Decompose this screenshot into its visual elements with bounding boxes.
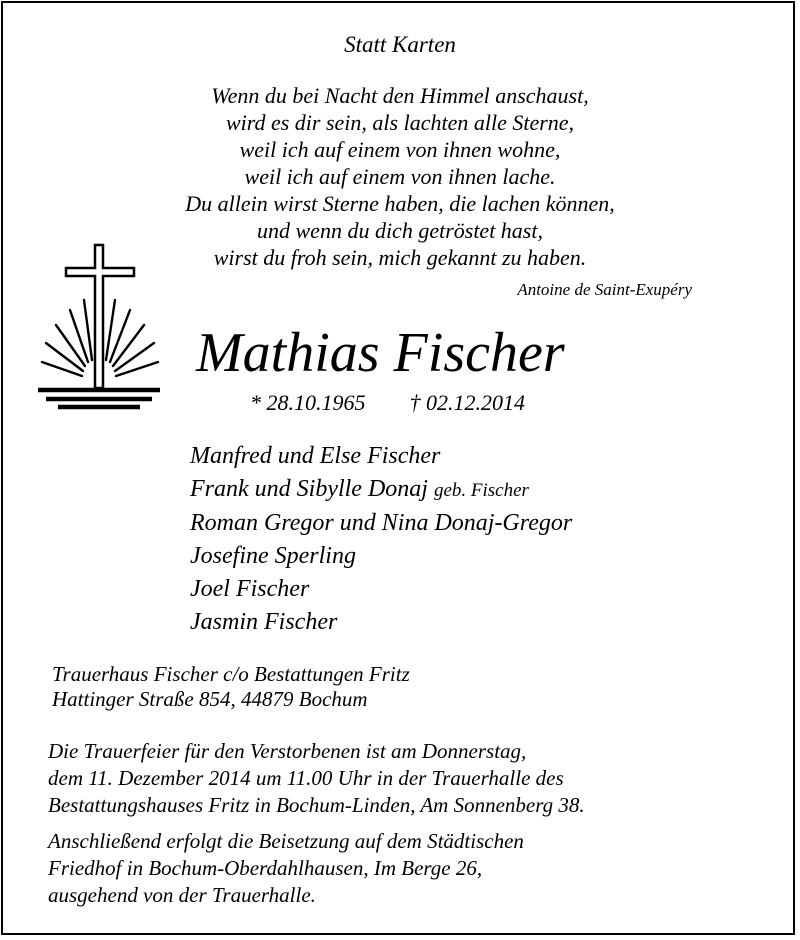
heading: Statt Karten (344, 32, 456, 57)
burial-line: Anschließend erfolgt die Beisetzung auf dem Städtischen (48, 829, 524, 853)
burial-line: ausgehend von der Trauerhalle. (48, 883, 316, 907)
birth-date: * 28.10.1965 (250, 390, 366, 415)
family-member: Joel Fischer (190, 576, 310, 602)
deceased-name: Mathias Fischer (196, 322, 565, 384)
poem-line: Wenn du bei Nacht den Himmel anschaust, (211, 83, 589, 108)
family-member (190, 473, 572, 507)
poem-author: Antoine de Saint-Exupéry (517, 280, 692, 299)
family-member: Jasmin Fischer (190, 609, 338, 635)
death-date: † 02.12.2014 (409, 390, 525, 415)
family-member: Manfred und Else Fischer (190, 443, 441, 469)
family-member: Josefine Sperling (190, 543, 356, 569)
address-line: Trauerhaus Fischer c/o Bestattungen Fritz (52, 662, 410, 686)
ceremony-info (48, 738, 585, 819)
life-dates (250, 390, 525, 416)
poem-line: wirst du froh sein, mich gekannt zu haben. (213, 245, 587, 270)
family-member-name: Frank und Sibylle Donaj (190, 476, 428, 502)
maiden-name-note: geb. Fischer (433, 480, 529, 501)
poem-line: wird es dir sein, als lachten alle Sterne, (225, 110, 575, 135)
burial-info (48, 828, 524, 909)
poem-line: weil ich auf einem von ihnen wohne, (239, 137, 561, 162)
address-line: Hattinger Straße 854, 44879 Bochum (52, 687, 368, 711)
ceremony-line: dem 11. Dezember 2014 um 11.00 Uhr in der Trauerhalle des (48, 766, 564, 790)
ceremony-line: Die Trauerfeier für den Verstorbenen ist am Donnerstag, (48, 739, 527, 763)
poem-line: weil ich auf einem von ihnen lache. (244, 164, 556, 189)
family-list (190, 440, 572, 639)
ceremony-line: Bestattungshauses Fritz in Bochum-Linden, Am Sonnenberg 38. (48, 793, 585, 817)
poem-line: und wenn du dich getröstet hast, (257, 218, 543, 243)
burial-line: Friedhof in Bochum-Oberdahlhausen, Im Berge 26, (48, 856, 483, 880)
mourning-address (52, 662, 410, 712)
family-member: Roman Gregor und Nina Donaj-Gregor (190, 510, 573, 536)
cross-sunrise-icon (36, 240, 164, 410)
poem-line: Du allein wirst Sterne haben, die lachen können, (185, 191, 615, 216)
